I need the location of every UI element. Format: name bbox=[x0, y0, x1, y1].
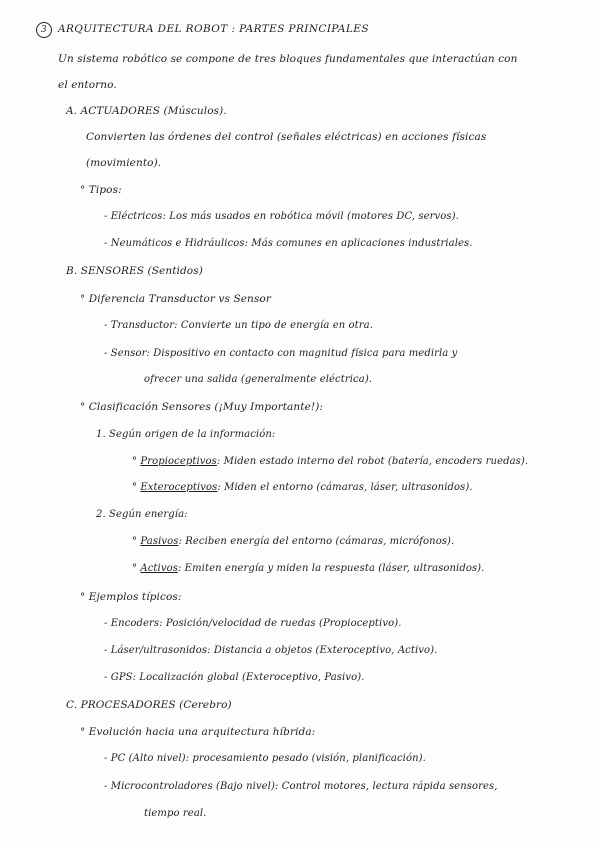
page-title bbox=[36, 22, 369, 38]
transductor-def: - Transductor: Convierte un tipo de energía en otra. bbox=[104, 320, 373, 331]
title-text: ARQUITECTURA DEL ROBOT : PARTES PRINCIPALES bbox=[58, 23, 369, 35]
sensores-heading: B. SENSORES (Sentidos) bbox=[66, 265, 203, 277]
propioceptivos-item: ° Propioceptivos: Miden estado interno del robot (batería, encoders ruedas). bbox=[132, 456, 529, 467]
sensor-def-1: - Sensor: Dispositivo en contacto con magnitud física para medirla y bbox=[104, 348, 458, 359]
propioceptivos-desc: : Miden estado interno del robot (batería, encoders ruedas). bbox=[216, 456, 529, 467]
section-number: 3 bbox=[36, 22, 52, 38]
ejemplo-laser: - Láser/ultrasonidos: Distancia a objetos (Exteroceptivo, Activo). bbox=[104, 645, 438, 656]
diferencia-label: ° Diferencia Transductor vs Sensor bbox=[80, 293, 271, 305]
actuadores-heading: A. ACTUADORES (Músculos). bbox=[66, 105, 227, 117]
actuadores-desc-1: Convierten las órdenes del control (señales eléctricas) en acciones físicas bbox=[86, 131, 487, 143]
procesadores-heading: C. PROCESADORES (Cerebro) bbox=[66, 699, 232, 711]
exteroceptivos-term: Exteroceptivos bbox=[140, 482, 218, 493]
propioceptivos-term: Propioceptivos bbox=[140, 456, 217, 467]
activos-term: Activos bbox=[140, 563, 178, 574]
exteroceptivos-item: ° Exteroceptivos: Miden el entorno (cámaras, láser, ultrasonidos). bbox=[132, 482, 473, 493]
ejemplos-label: ° Ejemplos típicos: bbox=[80, 591, 182, 603]
sensor-def-2: ofrecer una salida (generalmente eléctrica). bbox=[144, 374, 373, 385]
evolucion-label: ° Evolución hacia una arquitectura híbrida: bbox=[80, 726, 316, 738]
ejemplo-encoders: - Encoders: Posición/velocidad de ruedas (Propioceptivo). bbox=[104, 618, 402, 629]
clasificacion-label: ° Clasificación Sensores (¡Muy Importante!): bbox=[80, 401, 324, 413]
pasivos-item: ° Pasivos: Reciben energía del entorno (cámaras, micrófonos). bbox=[132, 536, 455, 547]
origen-label: 1. Según origen de la información: bbox=[96, 429, 276, 440]
energia-label: 2. Según energía: bbox=[96, 509, 188, 520]
ejemplo-gps: - GPS: Localización global (Exteroceptivo, Pasivo). bbox=[104, 672, 365, 683]
intro-line-2: el entorno. bbox=[58, 79, 117, 91]
tipo-neumaticos: - Neumáticos e Hidráulicos: Más comunes en aplicaciones industriales. bbox=[104, 238, 473, 249]
micro-item-1: - Microcontroladores (Bajo nivel): Control motores, lectura rápida sensores, bbox=[104, 781, 498, 792]
pc-item: - PC (Alto nivel): procesamiento pesado (visión, planificación). bbox=[104, 753, 426, 764]
actuadores-desc-2: (movimiento). bbox=[86, 157, 162, 169]
micro-item-2: tiempo real. bbox=[144, 808, 207, 819]
activos-desc: : Emiten energía y miden la respuesta (láser, ultrasonidos). bbox=[177, 563, 485, 574]
tipo-electricos: - Eléctricos: Los más usados en robótica móvil (motores DC, servos). bbox=[104, 211, 459, 222]
intro-line-1: Un sistema robótico se compone de tres bloques fundamentales que interactúan con bbox=[58, 53, 518, 65]
pasivos-desc: : Reciben energía del entorno (cámaras, micrófonos). bbox=[178, 536, 455, 547]
tipos-label: ° Tipos: bbox=[80, 184, 122, 196]
exteroceptivos-desc: : Miden el entorno (cámaras, láser, ultrasonidos). bbox=[217, 482, 473, 493]
pasivos-term: Pasivos bbox=[140, 536, 179, 547]
activos-item: ° Activos: Emiten energía y miden la respuesta (láser, ultrasonidos). bbox=[132, 563, 485, 574]
